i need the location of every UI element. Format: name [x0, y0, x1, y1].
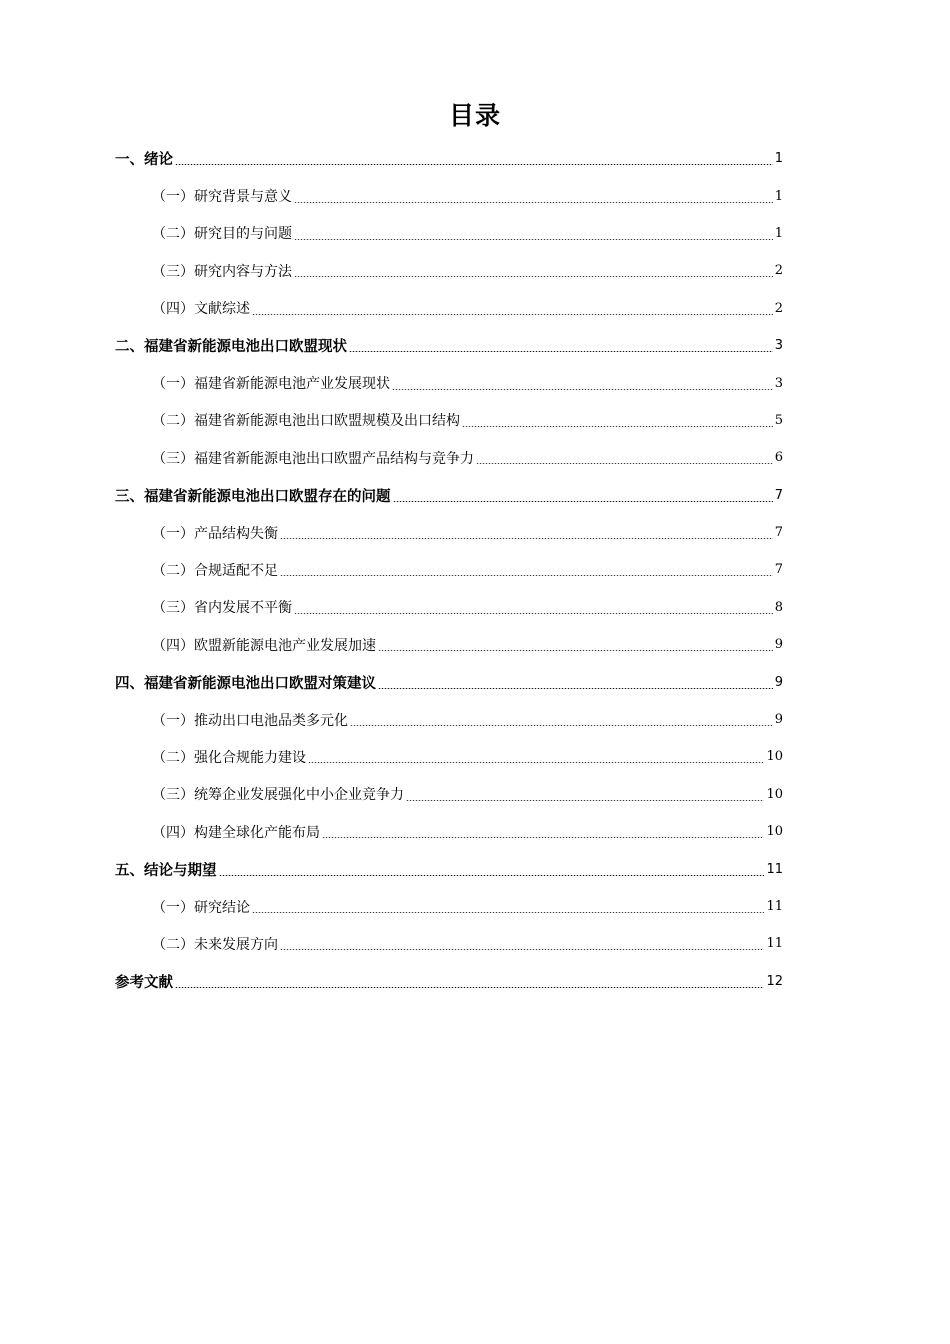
toc-entry-label: （一）研究结论 [152, 899, 250, 916]
toc-dot-leader [294, 239, 773, 240]
toc-chapter-entry[interactable] [115, 140, 783, 177]
toc-entry-label: （二）强化合规能力建设 [152, 749, 306, 766]
toc-page-number: 3 [774, 375, 783, 391]
toc-section-entry[interactable] [115, 514, 783, 551]
toc-page-number: 3 [774, 338, 783, 354]
toc-dot-leader [294, 276, 773, 277]
toc-section-entry[interactable] [115, 364, 783, 401]
toc-section-entry[interactable] [115, 888, 783, 925]
toc-page-number: 11 [766, 861, 783, 877]
toc-chapter-entry[interactable] [115, 663, 783, 700]
toc-entry-label: （三）统筹企业发展强化中小企业竞争力 [152, 787, 404, 804]
toc-entry-label: （一）研究背景与意义 [152, 189, 292, 206]
toc-dot-leader [392, 389, 773, 390]
toc-dot-leader [393, 501, 773, 502]
toc-dot-leader [349, 351, 773, 352]
toc-dot-leader [476, 463, 773, 464]
toc-entry-label: 二、福建省新能源电池出口欧盟现状 [115, 339, 347, 356]
toc-dot-leader [294, 613, 773, 614]
toc-section-entry[interactable] [115, 626, 783, 663]
toc-entry-label: 四、福建省新能源电池出口欧盟对策建议 [115, 675, 376, 692]
toc-section-entry[interactable] [115, 290, 783, 327]
toc-page-number: 6 [774, 450, 783, 466]
toc-section-entry[interactable] [115, 813, 783, 850]
toc-entry-label: （三）福建省新能源电池出口欧盟产品结构与竞争力 [152, 450, 474, 467]
toc-section-entry[interactable] [115, 177, 783, 214]
toc-page-number: 5 [774, 412, 783, 428]
toc-section-entry[interactable] [115, 925, 783, 962]
toc-section-entry[interactable] [115, 252, 783, 289]
toc-section-entry[interactable] [115, 402, 783, 439]
toc-section-entry[interactable] [115, 776, 783, 813]
toc-page-number: 7 [774, 525, 783, 541]
toc-entry-label: （一）产品结构失衡 [152, 525, 278, 542]
toc-page-number: 7 [774, 487, 783, 503]
toc-dot-leader [219, 875, 765, 876]
toc-dot-leader [378, 650, 773, 651]
toc-page-number: 9 [774, 637, 783, 653]
toc-dot-leader [378, 688, 773, 689]
toc-dot-leader [308, 762, 764, 763]
toc-page-number: 8 [774, 599, 783, 615]
toc-dot-leader [252, 912, 764, 913]
toc-section-entry[interactable] [115, 439, 783, 476]
toc-entry-label: （二）合规适配不足 [152, 562, 278, 579]
toc-chapter-entry[interactable] [115, 477, 783, 514]
toc-page-number: 9 [774, 712, 783, 728]
toc-entry-label: 五、结论与期望 [115, 862, 217, 879]
toc-page-number: 9 [774, 674, 783, 690]
toc-chapter-entry[interactable] [115, 327, 783, 364]
toc-entry-label: （四）欧盟新能源电池产业发展加速 [152, 637, 376, 654]
toc-entry-label: （三）研究内容与方法 [152, 263, 292, 280]
toc-section-entry[interactable] [115, 215, 783, 252]
toc-dot-leader [280, 575, 773, 576]
toc-page-number: 10 [766, 824, 783, 840]
toc-entry-label: （四）构建全球化产能布局 [152, 824, 320, 841]
toc-section-entry[interactable] [115, 589, 783, 626]
toc-entry-label: （二）未来发展方向 [152, 936, 278, 953]
toc-dot-leader [406, 800, 764, 801]
toc-entry-label: 三、福建省新能源电池出口欧盟存在的问题 [115, 488, 391, 505]
toc-entry-label: （三）省内发展不平衡 [152, 600, 292, 617]
toc-page-number: 1 [774, 188, 783, 204]
toc-page-number: 11 [766, 899, 783, 914]
toc-entry-label: （四）文献综述 [152, 301, 250, 318]
toc-section-entry[interactable] [115, 701, 783, 738]
toc-entry-label: （一）推动出口电池品类多元化 [152, 712, 348, 729]
toc-page-number: 2 [774, 300, 783, 316]
toc-dot-leader [294, 202, 773, 203]
toc-chapter-entry[interactable] [115, 850, 783, 887]
table-of-contents [115, 140, 783, 1000]
toc-dot-leader [280, 949, 764, 950]
toc-dot-leader [350, 725, 773, 726]
toc-dot-leader [175, 987, 764, 988]
toc-page-number: 10 [766, 749, 783, 765]
toc-page-number: 7 [774, 562, 783, 578]
toc-section-entry[interactable] [115, 738, 783, 775]
toc-entry-label: （二）福建省新能源电池出口欧盟规模及出口结构 [152, 413, 460, 430]
toc-page-number: 11 [766, 936, 783, 952]
toc-section-entry[interactable] [115, 551, 783, 588]
toc-dot-leader [175, 164, 773, 165]
toc-dot-leader [322, 837, 764, 838]
toc-page-number: 1 [774, 225, 783, 241]
toc-title: 目录 [448, 101, 501, 130]
toc-chapter-entry[interactable] [115, 963, 783, 1000]
toc-entry-label: 一、绪论 [115, 152, 173, 169]
toc-entry-label: （一）福建省新能源电池产业发展现状 [152, 376, 390, 393]
toc-page-number: 2 [774, 263, 783, 279]
toc-dot-leader [252, 314, 773, 315]
toc-page-number: 10 [766, 786, 783, 802]
toc-entry-label: （二）研究目的与问题 [152, 226, 292, 243]
toc-page-number: 1 [774, 151, 783, 167]
toc-page-number: 12 [766, 973, 783, 989]
toc-dot-leader [462, 426, 773, 427]
toc-entry-label: 参考文献 [115, 974, 173, 991]
toc-dot-leader [280, 538, 773, 539]
